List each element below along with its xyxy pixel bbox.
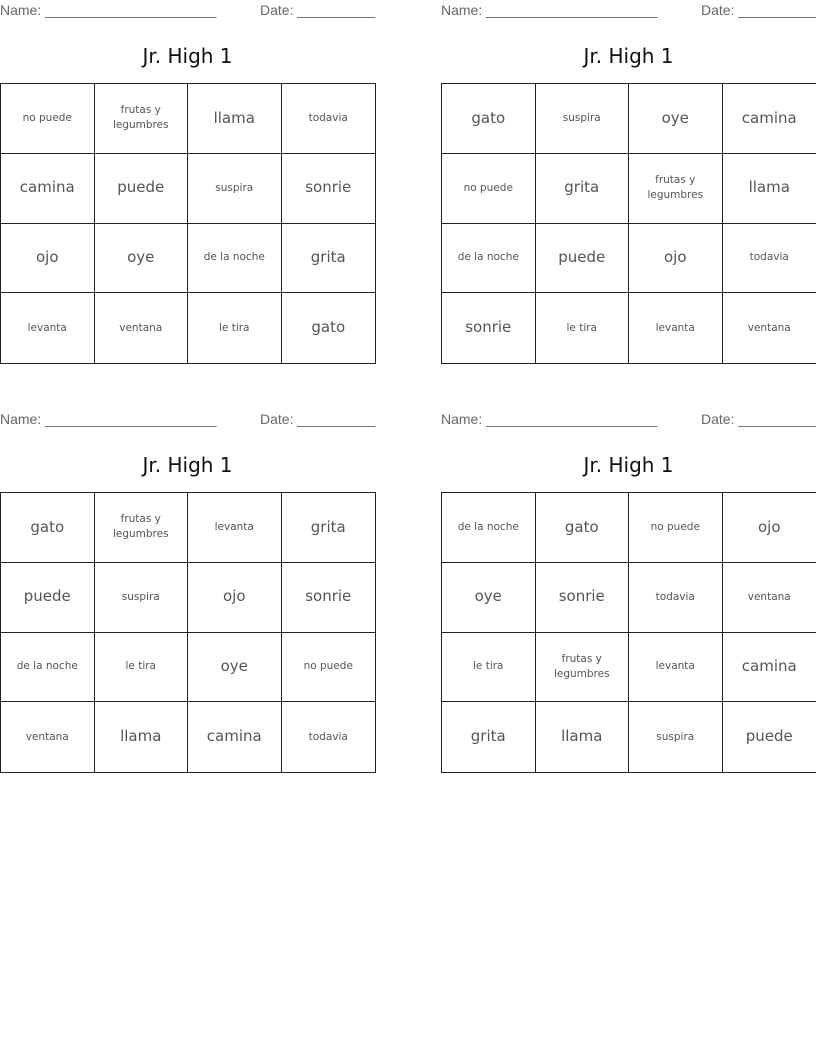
date-field-label: Date: __________ <box>701 411 816 427</box>
bingo-grid <box>441 83 816 364</box>
card-title: Jr. High 1 <box>142 453 233 477</box>
bingo-cell: camina <box>188 702 282 772</box>
bingo-cell: llama <box>536 702 630 772</box>
bingo-cell: todavia <box>629 563 723 633</box>
bingo-cell: sonrie <box>442 293 536 363</box>
bingo-cell: ojo <box>723 493 816 563</box>
date-field-label: Date: __________ <box>701 2 816 18</box>
bingo-cell: oye <box>442 563 536 633</box>
bingo-cell: le tira <box>188 293 282 363</box>
bingo-cell: levanta <box>629 293 723 363</box>
bingo-cell: gato <box>536 493 630 563</box>
bingo-cell: de la noche <box>1 633 95 703</box>
bingo-cell: frutas y legumbres <box>629 154 723 224</box>
name-field-label: Name: ______________________ <box>0 411 217 427</box>
bingo-cell: sonrie <box>536 563 630 633</box>
bingo-cell: grita <box>282 224 376 294</box>
bingo-cell: grita <box>442 702 536 772</box>
bingo-cell: levanta <box>629 633 723 703</box>
bingo-cell: grita <box>282 493 376 563</box>
bingo-cell: camina <box>723 84 816 154</box>
bingo-cell: ojo <box>1 224 95 294</box>
bingo-cell: todavia <box>308 730 348 743</box>
bingo-cell: no puede <box>1 84 95 154</box>
bingo-cell: le tira <box>536 293 630 363</box>
bingo-cell: ventana <box>1 702 95 772</box>
bingo-cell: gato <box>311 318 346 337</box>
bingo-cell: suspira <box>188 154 282 224</box>
bingo-cell: sonrie <box>282 563 376 633</box>
name-field-label: Name: ______________________ <box>0 2 217 18</box>
bingo-cell: sonrie <box>282 154 376 224</box>
bingo-cell: gato <box>1 493 95 563</box>
bingo-cell: le tira <box>442 633 536 703</box>
bingo-cell: suspira <box>95 563 189 633</box>
card-title: Jr. High 1 <box>142 44 233 68</box>
name-field-label: Name: ______________________ <box>441 411 658 427</box>
bingo-cell: todavia <box>723 224 816 294</box>
card-header <box>441 2 816 20</box>
bingo-cell: frutas y legumbres <box>95 493 189 563</box>
date-field-label: Date: __________ <box>260 411 376 427</box>
bingo-cell: frutas y legumbres <box>536 633 630 703</box>
bingo-cell: de la noche <box>442 224 536 294</box>
card-header <box>0 411 375 429</box>
card-header <box>0 2 375 20</box>
bingo-cell: llama <box>188 84 282 154</box>
bingo-cell: llama <box>95 702 189 772</box>
bingo-cell: grita <box>536 154 630 224</box>
bingo-cell: oye <box>629 84 723 154</box>
bingo-cell: gato <box>442 84 536 154</box>
bingo-cell: puede <box>1 563 95 633</box>
bingo-cell: ojo <box>629 224 723 294</box>
bingo-cell: suspira <box>536 84 630 154</box>
bingo-cell: oye <box>188 633 282 703</box>
card-title: Jr. High 1 <box>583 453 674 477</box>
bingo-cell: frutas y legumbres <box>95 84 189 154</box>
bingo-cell: de la noche <box>442 493 536 563</box>
date-field-label: Date: __________ <box>260 2 376 18</box>
bingo-cell: suspira <box>629 702 723 772</box>
bingo-cell: no puede <box>629 493 723 563</box>
card-title: Jr. High 1 <box>583 44 674 68</box>
card-header <box>441 411 816 429</box>
bingo-cell: camina <box>723 633 816 703</box>
bingo-cell: no puede <box>282 633 376 703</box>
bingo-grid <box>0 492 376 773</box>
bingo-cell: ventana <box>95 293 189 363</box>
bingo-cell: de la noche <box>188 224 282 294</box>
bingo-grid <box>0 83 376 364</box>
bingo-cell: oye <box>95 224 189 294</box>
bingo-cell: llama <box>723 154 816 224</box>
bingo-cell: camina <box>1 154 95 224</box>
name-field-label: Name: ______________________ <box>441 2 658 18</box>
bingo-cell: levanta <box>188 493 282 563</box>
bingo-cell: ventana <box>747 321 791 334</box>
bingo-cell: puede <box>95 154 189 224</box>
bingo-cell: puede <box>536 224 630 294</box>
bingo-cell: levanta <box>1 293 95 363</box>
bingo-cell: ventana <box>723 563 816 633</box>
bingo-cell: le tira <box>95 633 189 703</box>
bingo-cell: todavia <box>282 84 376 154</box>
bingo-cell: no puede <box>442 154 536 224</box>
bingo-cell: ojo <box>188 563 282 633</box>
bingo-cell: puede <box>745 727 793 746</box>
bingo-grid <box>441 492 816 773</box>
